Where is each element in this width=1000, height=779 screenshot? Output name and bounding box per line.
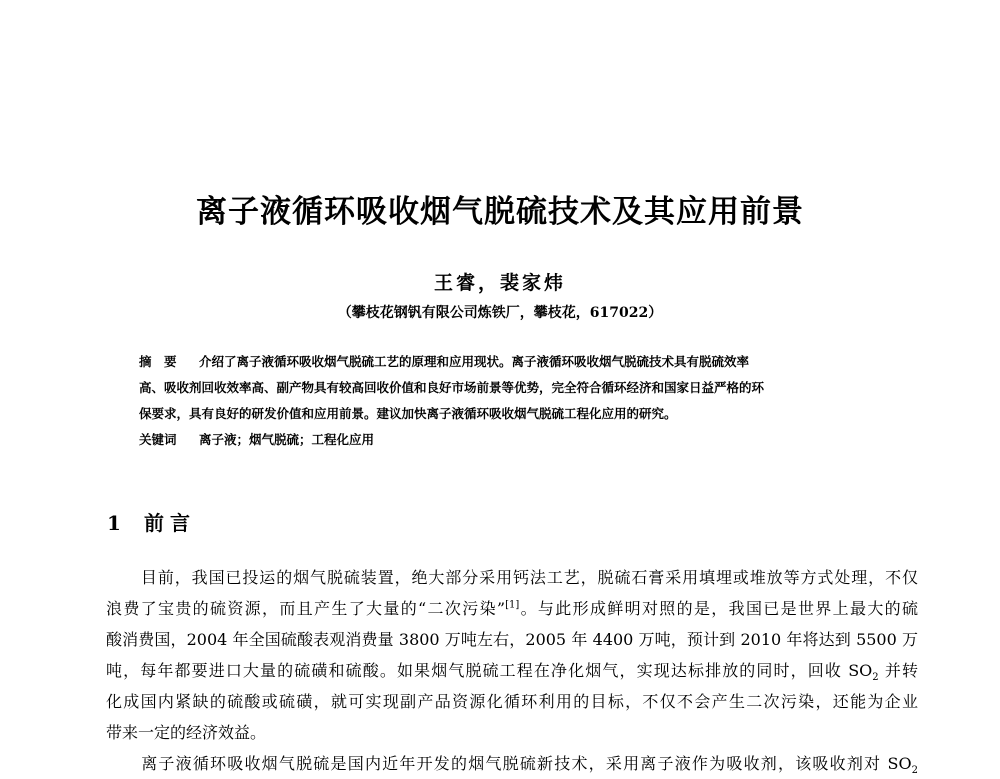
body-line: 浪费了宝贵的硫资源，而且产生了大量的“二次污染”[1]。与此形成鲜明对照的是，我国已是世界上最大的硫 <box>106 599 918 618</box>
abstract-text: 高、吸收剂回收效率高、副产物具有较高回收价值和良好市场前景等优势，完全符合循环经济和国家日益严格的环 <box>139 380 765 395</box>
citation-ref: [1] <box>505 599 520 611</box>
body-line: 化成国内紧缺的硫酸或硫磺，就可实现副产品资源化循环利用的目标，不仅不会产生二次污染，还能为企业 <box>106 692 918 711</box>
body-line: 离子液循环吸收烟气脱硫是国内近年开发的烟气脱硫新技术，采用离子液作为吸收剂，该吸收剂对 $SO_2$ <box>140 754 918 777</box>
keywords-line <box>139 427 879 453</box>
keywords-label: 关键词 <box>139 432 177 447</box>
body-text <box>106 562 918 779</box>
abstract-label: 摘 要 <box>139 354 177 369</box>
body-line: 吨，每年都要进口大量的硫磺和硫酸。如果烟气脱硫工程在净化烟气，实现达标排放的同时，回收 $SO_2$ 并转 <box>106 661 918 684</box>
abstract-block <box>139 349 879 453</box>
abstract-line <box>139 401 879 427</box>
author-affiliation: （攀枝花钢钒有限公司炼铁厂，攀枝花，617022） <box>337 305 663 321</box>
abstract-line <box>139 349 879 375</box>
body-line: 带来一定的经济效益。 <box>106 723 267 742</box>
keywords-text: 离子液；烟气脱硫；工程化应用 <box>199 432 375 447</box>
author-list: 王睿，裴家炜 <box>433 272 566 294</box>
abstract-line <box>139 375 879 401</box>
body-line: 酸消费国，2004 年全国硫酸表观消费量 3800 万吨左右，2005 年 4400 万吨，预计到 2010 年将达到 5500 万 <box>106 630 918 649</box>
section-number: 1 <box>107 511 121 535</box>
abstract-text: 介绍了离子液循环吸收烟气脱硫工艺的原理和应用现状。离子液循环吸收烟气脱硫技术具有脱硫效率 <box>199 354 750 369</box>
section-title: 前言 <box>144 511 196 535</box>
abstract-text: 保要求，具有良好的研发价值和应用前景。建议加快离子液循环吸收烟气脱硫工程化应用的研究。 <box>139 406 677 421</box>
section-heading <box>107 507 196 536</box>
paper-title: 离子液循环吸收烟气脱硫技术及其应用前景 <box>196 194 804 230</box>
body-line: 目前，我国已投运的烟气脱硫装置，绝大部分采用钙法工艺，脱硫石膏采用填埋或堆放等方式处理，不仅 <box>140 568 918 587</box>
subscript: 2 <box>911 765 918 777</box>
subscript: 2 <box>872 672 879 684</box>
